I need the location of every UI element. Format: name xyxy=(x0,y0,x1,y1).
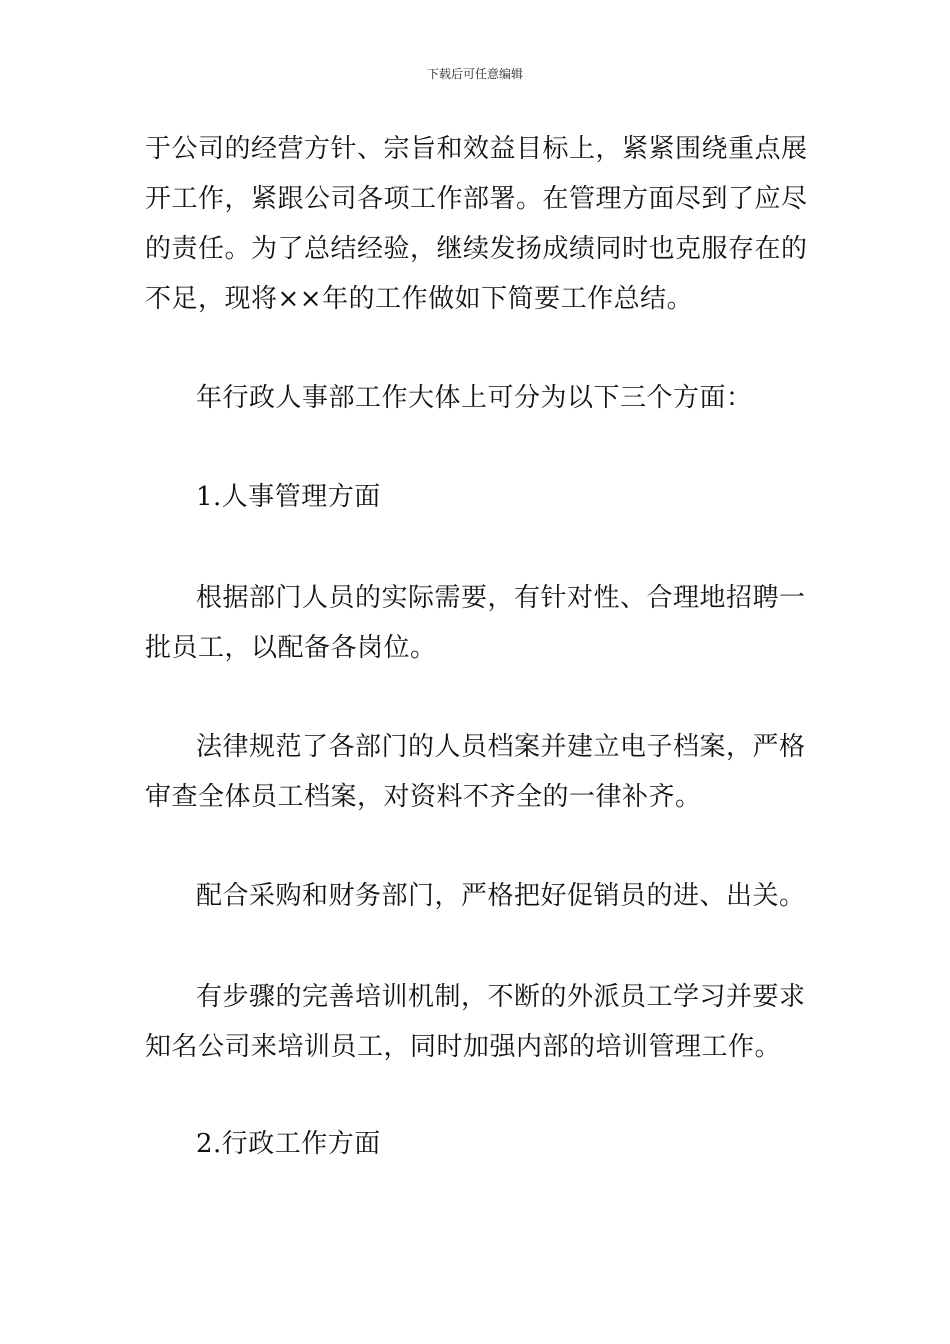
recruit-line-2: 批员工，以配备各岗位。 xyxy=(145,633,437,663)
page-header-note: 下载后可任意编辑 xyxy=(426,67,523,81)
training-paragraph xyxy=(145,972,810,1072)
section-2-heading xyxy=(196,1119,861,1169)
intro-line-4: 不足，现将××年的工作做如下简要工作总结。 xyxy=(145,284,694,314)
archive-paragraph xyxy=(145,722,810,822)
archive-line-2: 审查全体员工档案，对资料不齐全的一律补齐。 xyxy=(145,782,702,812)
cooperate-line: 配合采购和财务部门，严格把好促销员的进、出关。 xyxy=(196,881,806,911)
overview-paragraph xyxy=(196,373,861,423)
recruit-paragraph xyxy=(145,573,810,673)
section-1-heading-text: 1.人事管理方面 xyxy=(196,482,381,512)
intro-line-1: 于公司的经营方针、宗旨和效益目标上，紧紧围绕重点展 xyxy=(145,134,808,164)
training-line-2: 知名公司来培训员工，同时加强内部的培训管理工作。 xyxy=(145,1032,782,1062)
overview-line: 年行政人事部工作大体上可分为以下三个方面： xyxy=(196,383,753,413)
archive-line-1: 法律规范了各部门的人员档案并建立电子档案，严格 xyxy=(196,732,806,762)
training-line-1: 有步骤的完善培训机制，不断的外派员工学习并要求 xyxy=(196,982,806,1012)
intro-paragraph xyxy=(145,124,810,324)
cooperate-paragraph xyxy=(196,871,861,921)
intro-line-3: 的责任。为了总结经验，继续发扬成绩同时也克服存在的 xyxy=(145,234,808,264)
recruit-line-1: 根据部门人员的实际需要，有针对性、合理地招聘一 xyxy=(196,583,806,613)
section-1-heading xyxy=(196,472,861,522)
intro-line-2: 开工作，紧跟公司各项工作部署。在管理方面尽到了应尽 xyxy=(145,184,808,214)
section-2-heading-text: 2.行政工作方面 xyxy=(196,1129,381,1159)
